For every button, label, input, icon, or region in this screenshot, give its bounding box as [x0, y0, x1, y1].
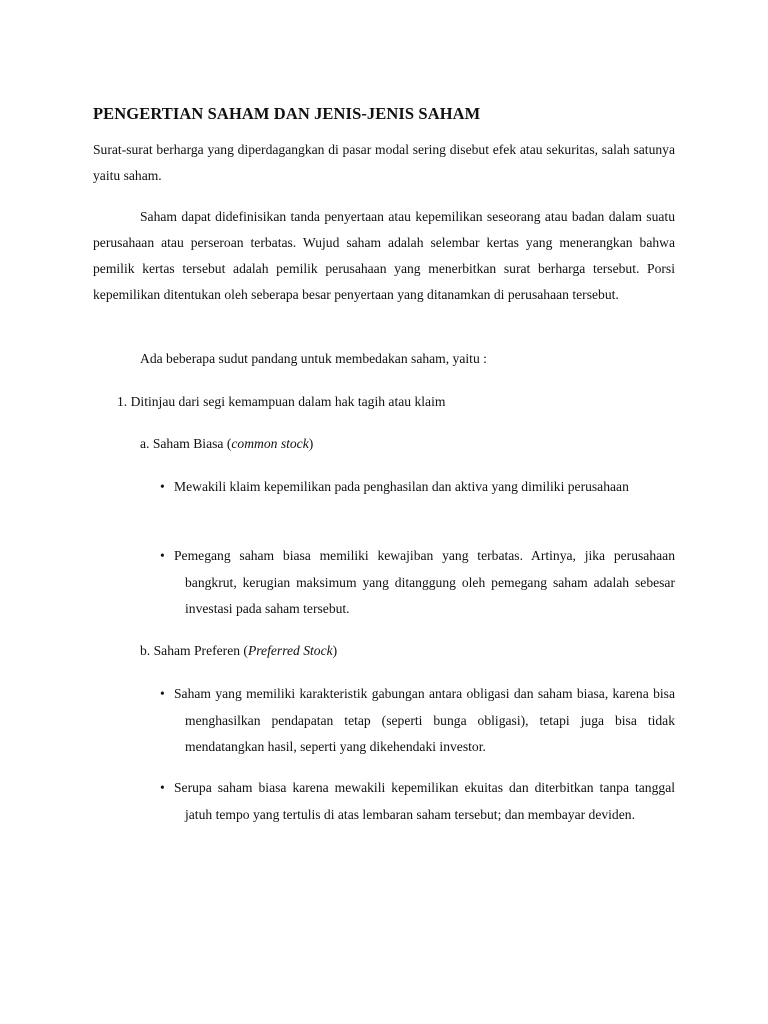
definition-paragraph: Saham dapat didefinisikan tanda penyertaan atau kepemilikan seseorang atau badan dalam suatu perusahaan atau perseroan terbatas. Wujud saham adalah selembar kertas yang menerangkan bahwa pemilik kertas tersebut adalah pemilik perusahaan yang menerbitkan surat berharga tersebut. Porsi kepemilikan ditentukan oleh seberapa besar penyertaan yang ditanamkan di perusahaan tersebut. — [93, 209, 675, 302]
list-item-1: 1. Ditinjau dari segi kemampuan dalam hak tagih atau klaim — [117, 394, 446, 409]
document-title: PENGERTIAN SAHAM DAN JENIS-JENIS SAHAM — [93, 104, 481, 123]
bullet-dot: • — [160, 780, 165, 795]
sub-heading-b-suffix: ) — [332, 643, 338, 658]
bullet-text: Mewakili klaim kepemilikan pada penghasilan dan aktiva yang dimiliki perusahaan — [174, 479, 629, 494]
viewpoint-paragraph: Ada beberapa sudut pandang untuk membedakan saham, yaitu : — [140, 351, 487, 366]
bullet-dot: • — [160, 548, 165, 563]
sub-heading-a-term: common stock — [231, 436, 309, 451]
bullet-dot: • — [160, 479, 165, 494]
bullet-text: Pemegang saham biasa memiliki kewajiban yang terbatas. Artinya, jika perusahaan bangkrut, kerugian maksimum yang ditanggung oleh pemegang saham adalah sebesar investasi pada saham tersebut. — [174, 548, 675, 616]
bullet-dot: • — [160, 686, 165, 701]
intro-paragraph: Surat-surat berharga yang diperdagangkan di pasar modal sering disebut efek atau sekuritas, salah satunya yaitu saham. — [93, 142, 675, 183]
bullet-item — [160, 775, 675, 828]
sub-heading-b-prefix: b. Saham Preferen ( — [140, 643, 248, 658]
sub-heading-preferred-stock — [140, 638, 337, 664]
sub-heading-a-suffix: ) — [308, 436, 314, 451]
bullet-item — [160, 474, 675, 501]
bullet-item — [160, 681, 675, 761]
bullet-text: Saham yang memiliki karakteristik gabungan antara obligasi dan saham biasa, karena bisa menghasilkan pendapatan tetap (seperti bunga obligasi), tetapi juga bisa tidak mendatangkan hasil, seperti yang dikehendaki investor. — [174, 686, 675, 754]
bullet-text: Serupa saham biasa karena mewakili kepemilikan ekuitas dan diterbitkan tanpa tanggal jatuh tempo yang tertulis di atas lembaran saham tersebut; dan membayar deviden. — [174, 780, 675, 822]
sub-heading-common-stock — [140, 431, 313, 457]
sub-heading-b-term: Preferred Stock — [247, 643, 333, 658]
bullet-item — [160, 543, 675, 623]
sub-heading-a-prefix: a. Saham Biasa ( — [140, 436, 232, 451]
